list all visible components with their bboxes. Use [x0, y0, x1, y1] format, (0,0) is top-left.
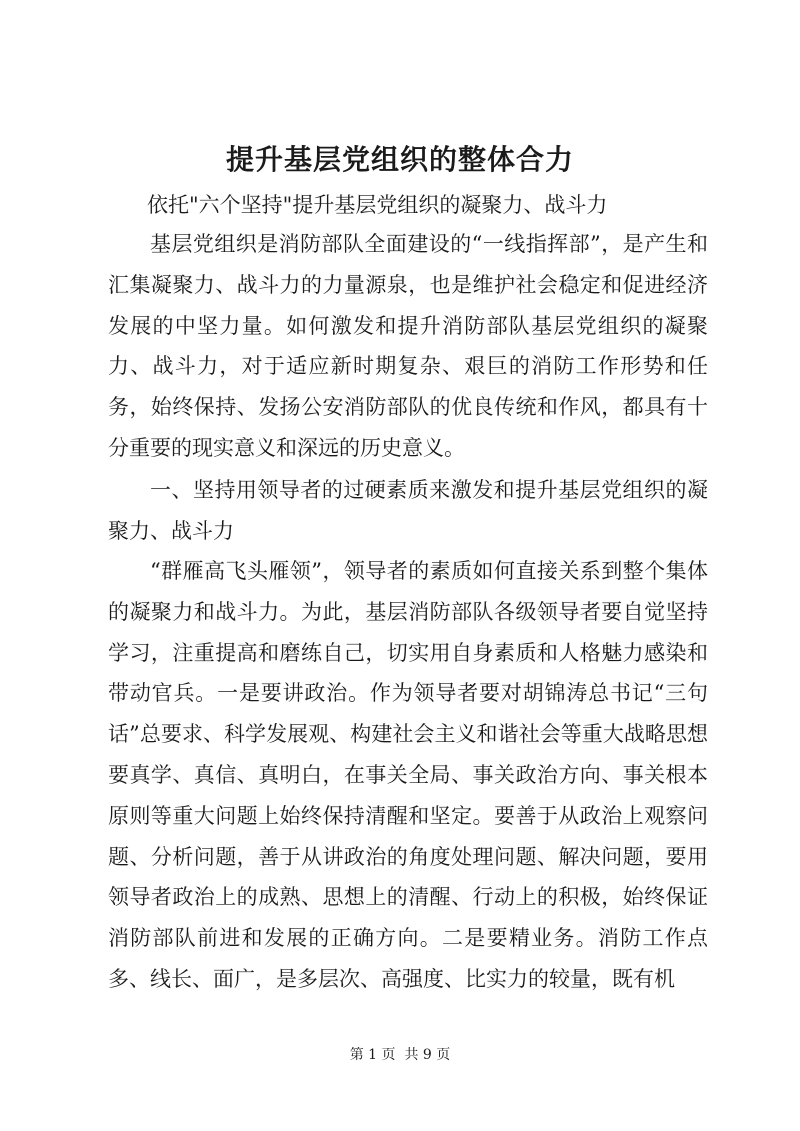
- document-title: 提升基层党组织的整体合力: [225, 143, 574, 176]
- page-footer: [0, 1045, 800, 1065]
- section-heading-1: 一、坚持用领导者的过硬素质来激发和提升基层党组织的凝聚力、战斗力: [108, 478, 708, 543]
- document-subtitle: 依托"六个坚持"提升基层党组织的凝聚力、战斗力: [147, 193, 608, 217]
- paragraph-section-1: “群雁高飞头雁领”，领导者的素质如何直接关系到整个集体的凝聚力和战斗力。为此，基层消防部队各级领导者要自觉坚持学习，注重提高和磨练自己，切实用自身素质和人格魅力感染和带动官兵。一是要讲政治。作为领导者要对胡锦涛总书记“三句话”总要求、科学发展观、构建社会主义和谐社会等重大战略思想要真学、真信、真明白，在事关全局、事关政治方向、事关根本原则等重大问题上始终保持清醒和坚定。要善于从政治上观察问题、分析问题，善于从讲政治的角度处理问题、解决问题，要用领导者政治上的成熟、思想上的清醒、行动上的积极，始终保证消防部队前进和发展的正确方向。二是要精业务。消防工作点多、线长、面广，是多层次、高强度、比实力的较量，既有机: [108, 559, 708, 991]
- paragraph-intro: 基层党组织是消防部队全面建设的“一线指挥部”，是产生和汇集凝聚力、战斗力的力量源泉，也是维护社会稳定和促进经济发展的中坚力量。如何激发和提升消防部队基层党组织的凝聚力、战斗力，对于适应新时期复杂、艰巨的消防工作形势和任务，始终保持、发扬公安消防部队的优良传统和作风，都具有十分重要的现实意义和深远的历史意义。: [108, 232, 708, 460]
- page-number-label: 第 1 页 共 9 页: [349, 1047, 451, 1063]
